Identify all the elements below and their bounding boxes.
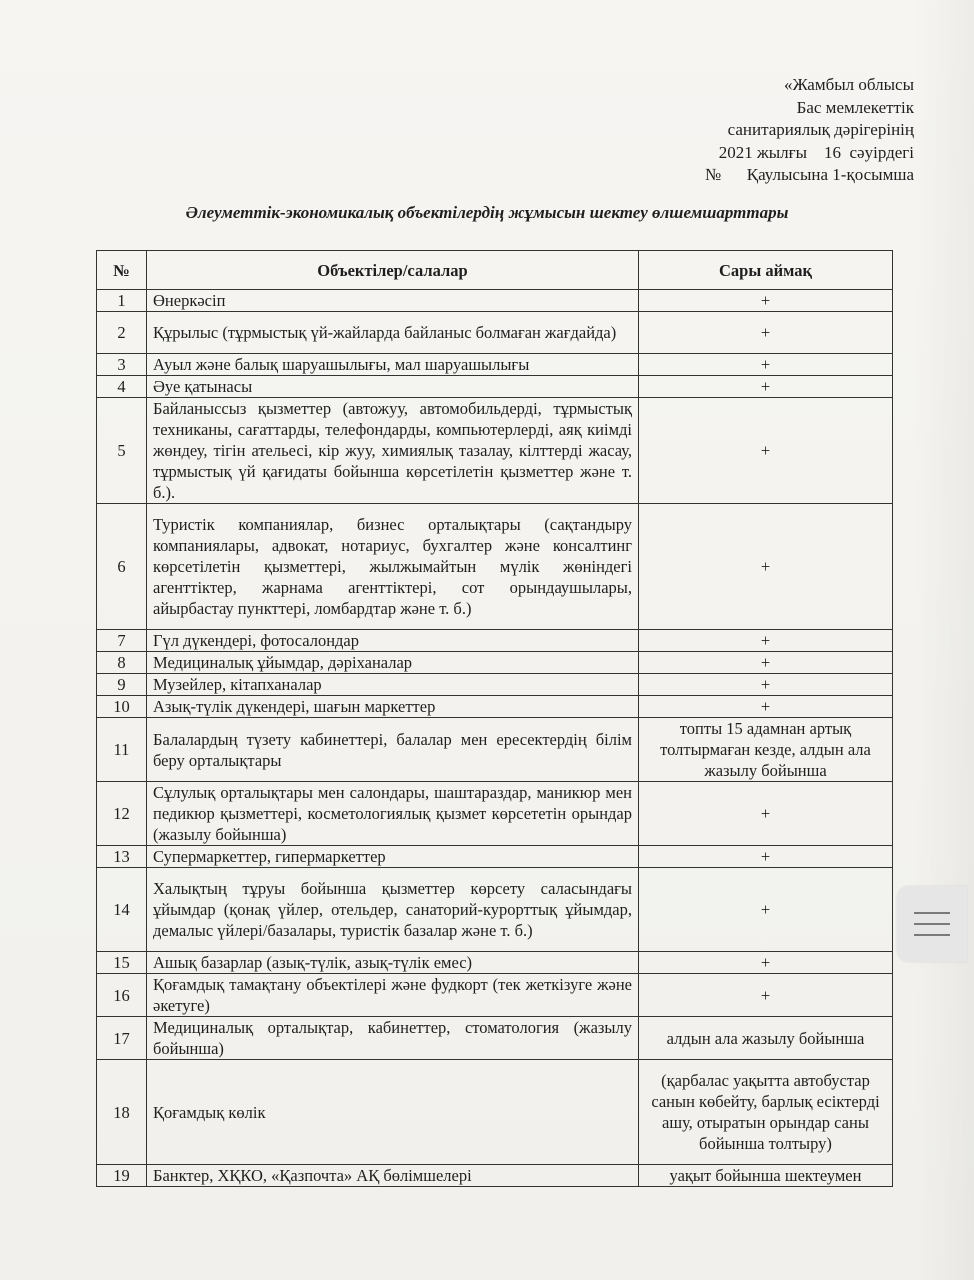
- row-object: Гүл дүкендері, фотосалондар: [147, 630, 639, 652]
- row-yellow-zone: +: [639, 630, 893, 652]
- row-number: 11: [97, 718, 147, 782]
- row-object: Азық-түлік дүкендері, шағын маркеттер: [147, 696, 639, 718]
- header-line: 2021 жылғы 16 сәуірдегі: [718, 142, 914, 162]
- hamburger-menu-icon-bar: [914, 923, 950, 925]
- row-number: 17: [97, 1017, 147, 1060]
- row-yellow-zone: +: [639, 354, 893, 376]
- column-header-objects: Объектілер/салалар: [147, 251, 639, 290]
- row-number: 14: [97, 868, 147, 952]
- table-row: [97, 718, 893, 782]
- row-yellow-zone: +: [639, 974, 893, 1017]
- row-number: 6: [97, 504, 147, 630]
- table-row: [97, 1017, 893, 1060]
- table-row: [97, 674, 893, 696]
- table-row: [97, 376, 893, 398]
- row-yellow-zone: +: [639, 398, 893, 504]
- table-row: [97, 504, 893, 630]
- row-object: Балалардың түзету кабинеттері, балалар мен ересектердің білім беру орталықтары: [147, 718, 639, 782]
- row-object: Қоғамдық көлік: [147, 1060, 639, 1165]
- row-number: 12: [97, 782, 147, 846]
- row-object: Медициналық орталықтар, кабинеттер, стоматология (жазылу бойынша): [147, 1017, 639, 1060]
- row-yellow-zone: +: [639, 290, 893, 312]
- header-line: «Жамбыл облысы: [783, 75, 914, 94]
- row-object: Құрылыс (тұрмыстық үй-жайларда байланыс болмаған жағдайда): [147, 312, 639, 354]
- row-yellow-zone: +: [639, 846, 893, 868]
- row-yellow-zone: +: [639, 312, 893, 354]
- row-yellow-zone: +: [639, 376, 893, 398]
- table-row: [97, 652, 893, 674]
- header-line: Бас мемлекеттік: [796, 97, 914, 117]
- table-row: [97, 312, 893, 354]
- document-title: Әлеуметтік-экономикалық объектілердің жұмысын шектеу өлшемшарттары: [185, 203, 789, 222]
- row-yellow-zone: (қарбалас уақытта автобустар санын көбейту, барлық есіктерді ашу, отыратын орындар саны бойынша толтыру): [639, 1060, 893, 1165]
- row-object: Өнеркәсіп: [147, 290, 639, 312]
- row-yellow-zone: +: [639, 868, 893, 952]
- row-object: Банктер, ХҚКО, «Қазпочта» АҚ бөлімшелері: [147, 1165, 639, 1187]
- row-object: Халықтың тұруы бойынша қызметтер көрсету саласындағы ұйымдар (қонақ үйлер, отельдер, санаторий-курорттық ұйымдар, демалыс үйлері/базалары, туристік базалар және т. б.): [147, 868, 639, 952]
- row-object: Ауыл және балық шаруашылығы, мал шаруашылығы: [147, 354, 639, 376]
- row-yellow-zone: +: [639, 652, 893, 674]
- row-number: 7: [97, 630, 147, 652]
- row-number: 1: [97, 290, 147, 312]
- column-header-yellow-zone: Сары аймақ: [639, 251, 893, 290]
- table-row: [97, 290, 893, 312]
- hamburger-menu-icon: [914, 912, 950, 914]
- row-number: 9: [97, 674, 147, 696]
- row-yellow-zone: топты 15 адамнан артық толтырмаған кезде, алдын ала жазылу бойынша: [639, 718, 893, 782]
- row-number: 13: [97, 846, 147, 868]
- header-line: № Қаулысына 1-қосымша: [705, 165, 914, 184]
- row-yellow-zone: +: [639, 504, 893, 630]
- appendix-header: [554, 74, 914, 187]
- table-row: [97, 952, 893, 974]
- row-object: Қоғамдық тамақтану объектілері және фудкорт (тек жеткізуге және әкетуге): [147, 974, 639, 1017]
- table-row: [97, 354, 893, 376]
- header-line: санитариялық дәрігерінің: [727, 120, 914, 139]
- row-number: 10: [97, 696, 147, 718]
- row-number: 19: [97, 1165, 147, 1187]
- table-row: [97, 782, 893, 846]
- table-row: [97, 630, 893, 652]
- row-number: 4: [97, 376, 147, 398]
- column-header-number: №: [97, 251, 147, 290]
- row-number: 8: [97, 652, 147, 674]
- row-yellow-zone: +: [639, 674, 893, 696]
- row-object: Супермаркеттер, гипермаркеттер: [147, 846, 639, 868]
- row-object: Әуе қатынасы: [147, 376, 639, 398]
- row-object: Ашық базарлар (азық-түлік, азық-түлік емес): [147, 952, 639, 974]
- row-number: 16: [97, 974, 147, 1017]
- row-yellow-zone: +: [639, 782, 893, 846]
- row-number: 3: [97, 354, 147, 376]
- row-number: 15: [97, 952, 147, 974]
- hamburger-menu-icon-bar: [914, 934, 950, 936]
- row-object: Медициналық ұйымдар, дәріханалар: [147, 652, 639, 674]
- row-number: 18: [97, 1060, 147, 1165]
- row-object: Сұлулық орталықтары мен салондары, шаштараздар, маникюр мен педикюр қызметтері, косметологиялық қызмет көрсететін орындар (жазылу бойынша): [147, 782, 639, 846]
- row-object: Байланыссыз қызметтер (автожуу, автомобильдерді, тұрмыстық техниканы, сағаттарды, телефондарды, компьютерлерді, аяқ киімді жөндеу, тігін ательесі, кір жуу, химиялық тазалау, кілттерді жасау, тұрмыстық үй қағидаты бойынша көрсетілетін қызметтер және т. б.).: [147, 398, 639, 504]
- row-yellow-zone: +: [639, 696, 893, 718]
- row-yellow-zone: +: [639, 952, 893, 974]
- table-row: [97, 974, 893, 1017]
- criteria-table: [96, 250, 893, 1187]
- row-number: 2: [97, 312, 147, 354]
- row-object: Музейлер, кітапханалар: [147, 674, 639, 696]
- row-number: 5: [97, 398, 147, 504]
- table-row: [97, 398, 893, 504]
- table-row: [97, 696, 893, 718]
- table-header-row: [97, 251, 893, 290]
- table-row: [97, 1165, 893, 1187]
- table-row: [97, 846, 893, 868]
- floating-menu-button[interactable]: [897, 886, 967, 962]
- table-row: [97, 1060, 893, 1165]
- row-object: Туристік компаниялар, бизнес орталықтары (сақтандыру компаниялары, адвокат, нотариус, бухгалтер және консалтинг көрсетілетін қызметтері, жылжымайтын мүлік жөніндегі агенттіктер, жарнама агенттіктері, сот орындаушылары, айырбастау пункттері, ломбардтар және т. б.): [147, 504, 639, 630]
- row-yellow-zone: уақыт бойынша шектеумен: [639, 1165, 893, 1187]
- table-row: [97, 868, 893, 952]
- row-yellow-zone: алдын ала жазылу бойынша: [639, 1017, 893, 1060]
- page-edge-shadow: [914, 0, 974, 1280]
